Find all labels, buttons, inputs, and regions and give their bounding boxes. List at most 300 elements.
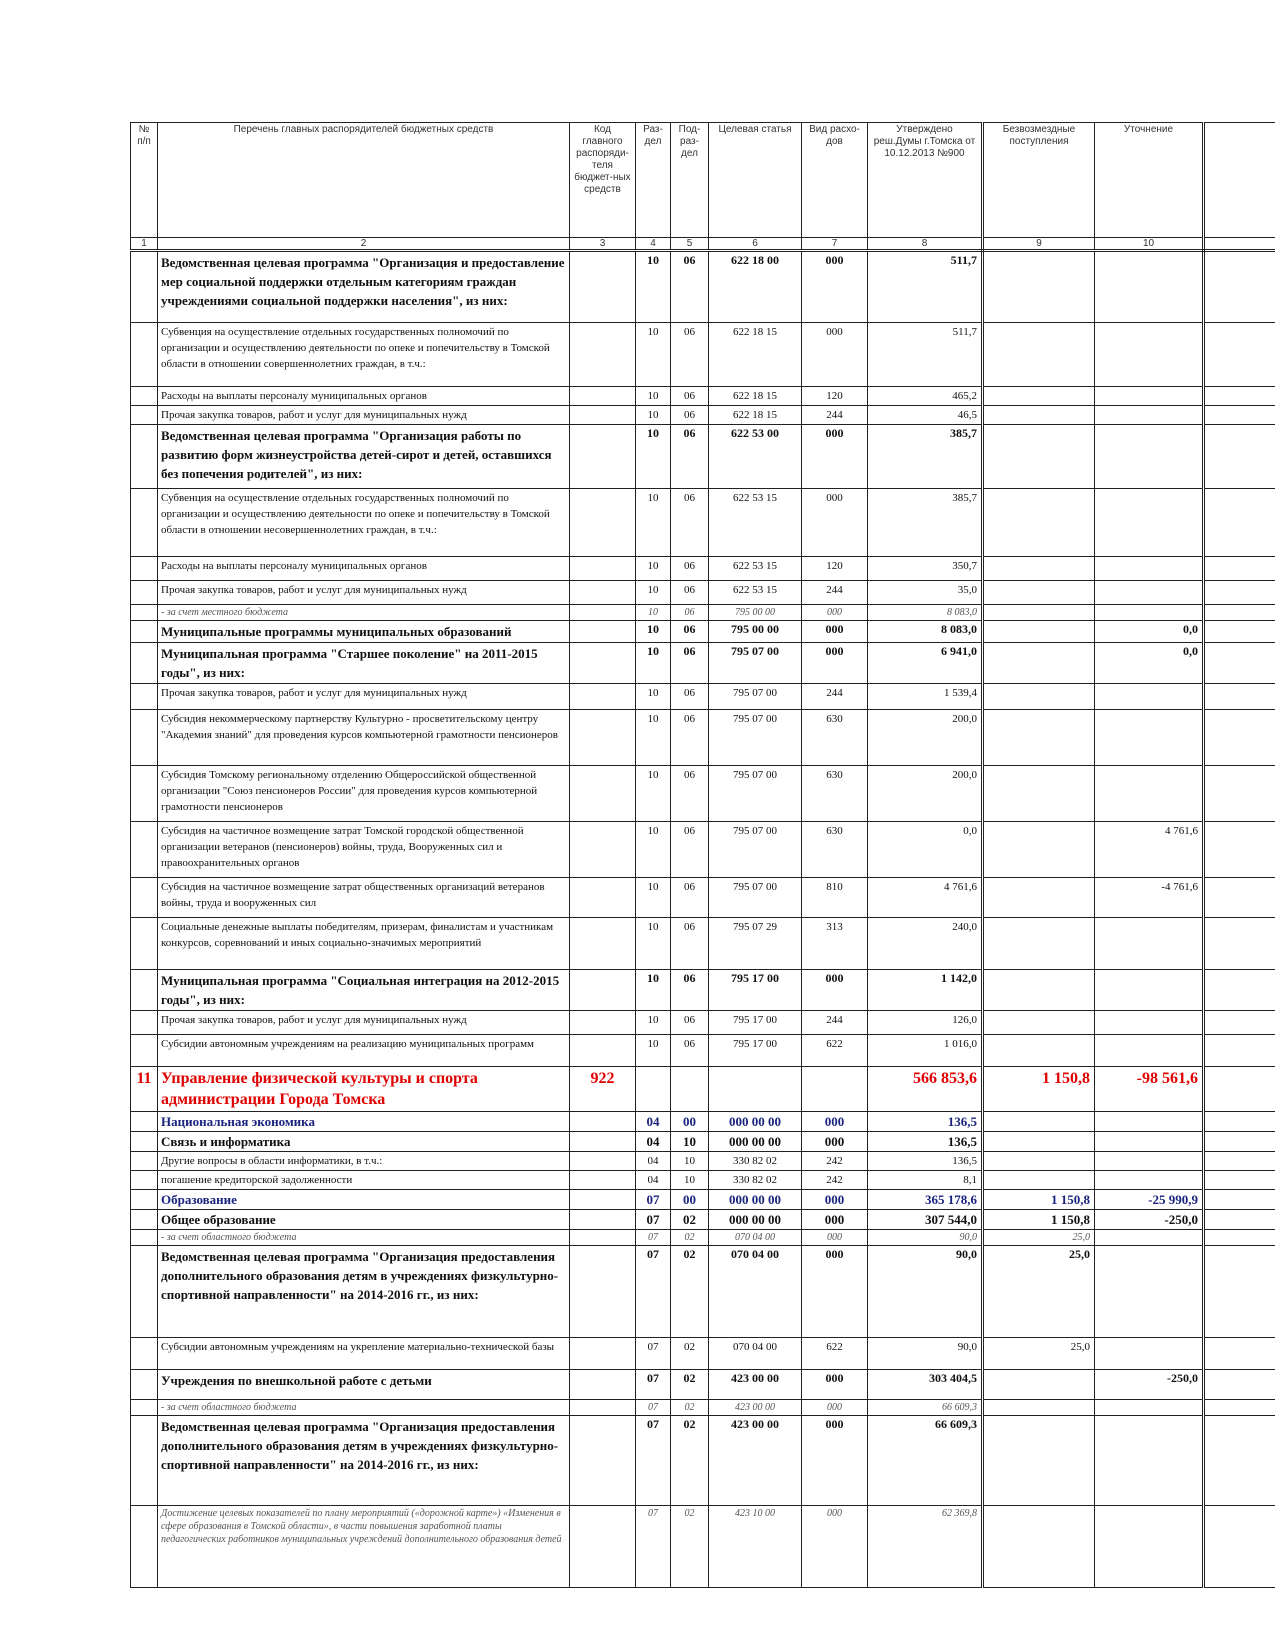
row-name: Субсидия Томскому региональному отделению Общероссийской общественной организации "Союз пенсионеров России" для проведения курсов компьютерной грамотности пенсионеров: [158, 766, 570, 822]
row-name: Ведомственная целевая программа "Организация работы по развитию форм жизнеустройства детей-сирот и детей, оставшихся без попечения родителей", из них:: [158, 425, 570, 489]
row-extra-cell: [1204, 1171, 1275, 1190]
row-number: [131, 1035, 158, 1067]
row-number: [131, 1190, 158, 1210]
row-name: Расходы на выплаты персоналу муниципальных органов: [158, 387, 570, 406]
row-razdel: 10: [636, 323, 671, 387]
row-name: Учреждения по внешкольной работе с детьми: [158, 1370, 570, 1400]
row-approved-amount: 1 142,0: [868, 970, 983, 1011]
row-approved-amount: 8 083,0: [868, 605, 983, 621]
row-razdel: 04: [636, 1171, 671, 1190]
row-approved-amount: 385,7: [868, 425, 983, 489]
row-approved-amount: 8 083,0: [868, 621, 983, 643]
row-razdel: 10: [636, 1011, 671, 1035]
row-approved-amount: 126,0: [868, 1011, 983, 1035]
row-approved-amount: 365 178,6: [868, 1190, 983, 1210]
row-expense-type: 244: [802, 406, 868, 425]
row-podrazdel: 06: [671, 621, 709, 643]
row-razdel: 10: [636, 557, 671, 581]
row-razdel: 07: [636, 1416, 671, 1506]
table-row: [131, 1210, 1275, 1230]
table-row: [131, 1338, 1275, 1370]
header-number: 2: [158, 238, 570, 251]
row-extra-cell: [1204, 323, 1275, 387]
row-name: Муниципальные программы муниципальных образований: [158, 621, 570, 643]
row-podrazdel: 02: [671, 1338, 709, 1370]
row-expense-type: 000: [802, 605, 868, 621]
row-extra-cell: [1204, 1152, 1275, 1171]
row-name: Субсидии автономным учреждениям на реализацию муниципальных программ: [158, 1035, 570, 1067]
row-name: Прочая закупка товаров, работ и услуг для муниципальных нужд: [158, 684, 570, 710]
row-number: [131, 1230, 158, 1246]
table-row: [131, 643, 1275, 684]
table-row: [131, 605, 1275, 621]
row-target-article: 795 07 29: [709, 918, 802, 970]
row-target-article: 795 07 00: [709, 710, 802, 766]
table-row: [131, 1011, 1275, 1035]
row-number: [131, 1400, 158, 1416]
row-podrazdel: 02: [671, 1230, 709, 1246]
row-extra-cell: [1204, 1370, 1275, 1400]
header-extra: [1204, 123, 1275, 238]
row-number: [131, 489, 158, 557]
row-number: [131, 710, 158, 766]
row-adjustment: [1095, 1246, 1204, 1338]
row-razdel: 07: [636, 1370, 671, 1400]
row-grants: [983, 878, 1095, 918]
row-target-article: 622 18 15: [709, 406, 802, 425]
row-podrazdel: 06: [671, 643, 709, 684]
row-podrazdel: 06: [671, 425, 709, 489]
row-expense-type: 622: [802, 1338, 868, 1370]
row-approved-amount: 136,5: [868, 1112, 983, 1132]
row-podrazdel: 02: [671, 1506, 709, 1588]
row-expense-type: 242: [802, 1152, 868, 1171]
row-code: [570, 1246, 636, 1338]
row-razdel: 10: [636, 605, 671, 621]
table-row: [131, 1190, 1275, 1210]
row-code: [570, 1152, 636, 1171]
row-adjustment: [1095, 1416, 1204, 1506]
row-razdel: 10: [636, 621, 671, 643]
row-podrazdel: 06: [671, 489, 709, 557]
row-grants: [983, 1132, 1095, 1152]
row-expense-type: 000: [802, 1400, 868, 1416]
row-podrazdel: 02: [671, 1246, 709, 1338]
row-name: Субсидия на частичное возмещение затрат общественных организаций ветеранов войны, труда и вооруженных сил: [158, 878, 570, 918]
row-target-article: 423 00 00: [709, 1416, 802, 1506]
row-name: Ведомственная целевая программа "Организация и предоставление мер социальной поддержки отдельным категориям граждан учреждениями социальной поддержки населения", из них:: [158, 251, 570, 323]
table-row: [131, 1132, 1275, 1152]
row-expense-type: 000: [802, 1132, 868, 1152]
row-extra-cell: [1204, 605, 1275, 621]
row-podrazdel: 06: [671, 251, 709, 323]
row-razdel: 10: [636, 766, 671, 822]
row-name: Образование: [158, 1190, 570, 1210]
row-grants: 25,0: [983, 1230, 1095, 1246]
row-code: [570, 581, 636, 605]
row-name: погашение кредиторской задолженности: [158, 1171, 570, 1190]
row-extra-cell: [1204, 918, 1275, 970]
row-extra-cell: [1204, 621, 1275, 643]
row-adjustment: [1095, 1506, 1204, 1588]
row-approved-amount: 511,7: [868, 323, 983, 387]
row-number: [131, 425, 158, 489]
row-target-article: 000 00 00: [709, 1112, 802, 1132]
row-number: [131, 557, 158, 581]
row-podrazdel: 06: [671, 918, 709, 970]
row-approved-amount: 511,7: [868, 251, 983, 323]
row-number: [131, 581, 158, 605]
row-expense-type: 630: [802, 822, 868, 878]
row-code: [570, 766, 636, 822]
table-row: [131, 425, 1275, 489]
row-razdel: 07: [636, 1230, 671, 1246]
row-extra-cell: [1204, 1416, 1275, 1506]
row-name: Социальные денежные выплаты победителям, призерам, финалистам и участникам конкурсов, соревнований и иных социально-значимых мероприятий: [158, 918, 570, 970]
row-name: Расходы на выплаты персоналу муниципальных органов: [158, 557, 570, 581]
row-podrazdel: 06: [671, 710, 709, 766]
header-grants: Безвозмездные поступления: [983, 123, 1095, 238]
row-adjustment: [1095, 1112, 1204, 1132]
row-podrazdel: 00: [671, 1112, 709, 1132]
row-expense-type: 244: [802, 581, 868, 605]
row-code: 922: [570, 1067, 636, 1112]
row-target-article: 795 07 00: [709, 684, 802, 710]
row-extra-cell: [1204, 643, 1275, 684]
row-podrazdel: 06: [671, 581, 709, 605]
row-code: [570, 425, 636, 489]
row-grants: [983, 387, 1095, 406]
header-expense-type: Вид расхо-дов: [802, 123, 868, 238]
row-target-article: 622 53 15: [709, 489, 802, 557]
row-number: [131, 251, 158, 323]
row-razdel: 07: [636, 1400, 671, 1416]
row-target-article: 070 04 00: [709, 1338, 802, 1370]
table-row: [131, 1152, 1275, 1171]
row-code: [570, 1338, 636, 1370]
row-razdel: 10: [636, 425, 671, 489]
row-name: Достижение целевых показателей по плану мероприятий («дорожной карте») «Изменения в сфере образования в Томской области», в части повышения заработной платы педагогических работников муниципальных учреждений дополнительного образования детей: [158, 1506, 570, 1588]
row-adjustment: -250,0: [1095, 1210, 1204, 1230]
row-extra-cell: [1204, 1400, 1275, 1416]
row-expense-type: 622: [802, 1035, 868, 1067]
row-code: [570, 1400, 636, 1416]
budget-table-body: [131, 251, 1275, 1588]
row-extra-cell: [1204, 878, 1275, 918]
table-row: [131, 1506, 1275, 1588]
row-razdel: 10: [636, 251, 671, 323]
row-target-article: 622 18 15: [709, 387, 802, 406]
row-name: Прочая закупка товаров, работ и услуг для муниципальных нужд: [158, 1011, 570, 1035]
row-code: [570, 489, 636, 557]
row-expense-type: 000: [802, 425, 868, 489]
row-expense-type: 244: [802, 684, 868, 710]
row-adjustment: [1095, 1338, 1204, 1370]
row-code: [570, 1132, 636, 1152]
row-name: Общее образование: [158, 1210, 570, 1230]
row-expense-type: 000: [802, 323, 868, 387]
table-row: [131, 1230, 1275, 1246]
table-row: [131, 684, 1275, 710]
row-name: Субвенция на осуществление отдельных государственных полномочий по организации и осуществлению деятельности по опеке и попечительству в Томской области в отношении совершеннолетних граждан, в т.ч.:: [158, 323, 570, 387]
table-row: [131, 766, 1275, 822]
row-expense-type: 244: [802, 1011, 868, 1035]
table-row: [131, 1171, 1275, 1190]
row-number: [131, 1210, 158, 1230]
row-podrazdel: 06: [671, 605, 709, 621]
budget-table: [130, 122, 1275, 1588]
row-approved-amount: 465,2: [868, 387, 983, 406]
row-code: [570, 605, 636, 621]
table-row: [131, 251, 1275, 323]
row-adjustment: [1095, 581, 1204, 605]
row-podrazdel: 10: [671, 1171, 709, 1190]
row-approved-amount: 46,5: [868, 406, 983, 425]
row-podrazdel: 02: [671, 1416, 709, 1506]
row-extra-cell: [1204, 489, 1275, 557]
row-adjustment: [1095, 425, 1204, 489]
row-number: [131, 406, 158, 425]
row-name: Ведомственная целевая программа "Организация предоставления дополнительного образования детям в учреждениях физкультурно-спортивной направленности" на 2014-2016 гг., из них:: [158, 1416, 570, 1506]
header-row: [131, 123, 1275, 238]
row-adjustment: [1095, 323, 1204, 387]
row-grants: [983, 643, 1095, 684]
header-numbers-row: [131, 238, 1275, 251]
row-razdel: 10: [636, 684, 671, 710]
row-number: [131, 323, 158, 387]
row-grants: 25,0: [983, 1246, 1095, 1338]
header-code: Код главного распоряди-теля бюджет-ных средств: [570, 123, 636, 238]
row-podrazdel: 06: [671, 1011, 709, 1035]
row-extra-cell: [1204, 406, 1275, 425]
row-adjustment: 0,0: [1095, 643, 1204, 684]
row-target-article: 423 10 00: [709, 1506, 802, 1588]
row-code: [570, 406, 636, 425]
row-grants: [983, 489, 1095, 557]
row-adjustment: [1095, 1171, 1204, 1190]
row-podrazdel: 06: [671, 878, 709, 918]
row-expense-type: 000: [802, 1506, 868, 1588]
row-extra-cell: [1204, 425, 1275, 489]
row-number: [131, 684, 158, 710]
row-razdel: 07: [636, 1190, 671, 1210]
row-grants: [983, 406, 1095, 425]
row-adjustment: [1095, 406, 1204, 425]
table-row: [131, 822, 1275, 878]
row-adjustment: [1095, 918, 1204, 970]
row-extra-cell: [1204, 251, 1275, 323]
row-extra-cell: [1204, 581, 1275, 605]
row-approved-amount: 240,0: [868, 918, 983, 970]
row-podrazdel: 06: [671, 1035, 709, 1067]
row-razdel: 10: [636, 878, 671, 918]
row-approved-amount: 307 544,0: [868, 1210, 983, 1230]
table-row: [131, 970, 1275, 1011]
row-podrazdel: 06: [671, 766, 709, 822]
row-target-article: 795 00 00: [709, 621, 802, 643]
row-code: [570, 1112, 636, 1132]
header-podrazdel: Под-раз-дел: [671, 123, 709, 238]
row-adjustment: [1095, 766, 1204, 822]
header-name: Перечень главных распорядителей бюджетных средств: [158, 123, 570, 238]
row-extra-cell: [1204, 1067, 1275, 1112]
row-grants: 1 150,8: [983, 1190, 1095, 1210]
table-row: [131, 1370, 1275, 1400]
row-grants: [983, 425, 1095, 489]
row-number: [131, 643, 158, 684]
row-number: [131, 970, 158, 1011]
row-razdel: 07: [636, 1506, 671, 1588]
row-target-article: 622 18 15: [709, 323, 802, 387]
header-num: № п/п: [131, 123, 158, 238]
row-name: Субсидия некоммерческому партнерству Культурно - просветительскому центру "Академия знаний" для проведения курсов компьютерной грамотности пенсионеров: [158, 710, 570, 766]
row-grants: [983, 251, 1095, 323]
row-code: [570, 1035, 636, 1067]
header-target: Целевая статья: [709, 123, 802, 238]
header-number: 10: [1095, 238, 1204, 251]
row-target-article: 330 82 02: [709, 1171, 802, 1190]
table-row: [131, 557, 1275, 581]
row-code: [570, 557, 636, 581]
row-extra-cell: [1204, 1230, 1275, 1246]
row-target-article: 000 00 00: [709, 1190, 802, 1210]
row-approved-amount: 136,5: [868, 1152, 983, 1171]
row-approved-amount: 200,0: [868, 710, 983, 766]
row-podrazdel: 06: [671, 970, 709, 1011]
row-expense-type: 630: [802, 710, 868, 766]
row-grants: 1 150,8: [983, 1210, 1095, 1230]
row-code: [570, 1506, 636, 1588]
row-razdel: 04: [636, 1132, 671, 1152]
row-grants: [983, 621, 1095, 643]
row-expense-type: 810: [802, 878, 868, 918]
row-grants: [983, 766, 1095, 822]
header-number: 6: [709, 238, 802, 251]
budget-table-sheet: [130, 122, 1275, 1588]
row-code: [570, 251, 636, 323]
row-adjustment: [1095, 1035, 1204, 1067]
row-razdel: 10: [636, 489, 671, 557]
row-target-article: 622 53 00: [709, 425, 802, 489]
row-grants: [983, 605, 1095, 621]
row-podrazdel: 10: [671, 1152, 709, 1171]
row-grants: [983, 710, 1095, 766]
row-expense-type: 000: [802, 1246, 868, 1338]
row-razdel: 07: [636, 1210, 671, 1230]
row-code: [570, 1210, 636, 1230]
table-row: [131, 1400, 1275, 1416]
row-name: Национальная экономика: [158, 1112, 570, 1132]
row-podrazdel: 06: [671, 387, 709, 406]
row-grants: [983, 970, 1095, 1011]
row-approved-amount: 350,7: [868, 557, 983, 581]
row-number: [131, 1416, 158, 1506]
table-row: [131, 1416, 1275, 1506]
row-adjustment: [1095, 251, 1204, 323]
header-number-extra: [1204, 238, 1275, 251]
row-razdel: [636, 1067, 671, 1112]
row-grants: [983, 1370, 1095, 1400]
table-row: [131, 1112, 1275, 1132]
row-expense-type: 000: [802, 970, 868, 1011]
row-extra-cell: [1204, 1132, 1275, 1152]
row-approved-amount: 385,7: [868, 489, 983, 557]
table-row: [131, 489, 1275, 557]
row-adjustment: 4 761,6: [1095, 822, 1204, 878]
row-grants: [983, 918, 1095, 970]
row-target-article: 622 18 00: [709, 251, 802, 323]
row-target-article: 000 00 00: [709, 1210, 802, 1230]
header-number: 8: [868, 238, 983, 251]
row-extra-cell: [1204, 970, 1275, 1011]
row-podrazdel: 06: [671, 557, 709, 581]
row-razdel: 07: [636, 1338, 671, 1370]
row-extra-cell: [1204, 710, 1275, 766]
row-number: [131, 1152, 158, 1171]
row-code: [570, 918, 636, 970]
row-number: [131, 1370, 158, 1400]
row-code: [570, 1416, 636, 1506]
row-extra-cell: [1204, 766, 1275, 822]
row-expense-type: 000: [802, 1190, 868, 1210]
row-approved-amount: 1 539,4: [868, 684, 983, 710]
row-expense-type: 000: [802, 1210, 868, 1230]
row-grants: [983, 323, 1095, 387]
row-number: [131, 1132, 158, 1152]
row-extra-cell: [1204, 387, 1275, 406]
table-row: [131, 387, 1275, 406]
row-code: [570, 970, 636, 1011]
row-expense-type: 000: [802, 1230, 868, 1246]
row-podrazdel: [671, 1067, 709, 1112]
row-code: [570, 878, 636, 918]
row-approved-amount: 90,0: [868, 1230, 983, 1246]
row-expense-type: 630: [802, 766, 868, 822]
row-razdel: 10: [636, 918, 671, 970]
row-name: Субсидии автономным учреждениям на укрепление материально-технической базы: [158, 1338, 570, 1370]
row-extra-cell: [1204, 1035, 1275, 1067]
row-target-article: 070 04 00: [709, 1230, 802, 1246]
table-row: [131, 878, 1275, 918]
row-approved-amount: 200,0: [868, 766, 983, 822]
row-name: - за счет местного бюджета: [158, 605, 570, 621]
row-number: [131, 1246, 158, 1338]
row-target-article: 795 07 00: [709, 878, 802, 918]
row-adjustment: [1095, 387, 1204, 406]
row-name: Ведомственная целевая программа "Организация предоставления дополнительного образования детям в учреждениях физкультурно-спортивной направленности" на 2014-2016 гг., из них:: [158, 1246, 570, 1338]
row-adjustment: [1095, 1400, 1204, 1416]
row-code: [570, 1171, 636, 1190]
row-expense-type: 242: [802, 1171, 868, 1190]
row-number: [131, 1506, 158, 1588]
row-approved-amount: 35,0: [868, 581, 983, 605]
row-target-article: 795 17 00: [709, 970, 802, 1011]
header-razdel: Раз-дел: [636, 123, 671, 238]
table-row: [131, 1067, 1275, 1112]
row-code: [570, 1230, 636, 1246]
header-approved: Утверждено реш.Думы г.Томска от 10.12.2013 №900: [868, 123, 983, 238]
header-number: 5: [671, 238, 709, 251]
row-approved-amount: 66 609,3: [868, 1416, 983, 1506]
row-grants: 25,0: [983, 1338, 1095, 1370]
row-number: [131, 1338, 158, 1370]
row-podrazdel: 02: [671, 1370, 709, 1400]
row-grants: [983, 1506, 1095, 1588]
row-expense-type: 120: [802, 557, 868, 581]
row-target-article: 622 53 15: [709, 557, 802, 581]
row-expense-type: 000: [802, 1370, 868, 1400]
row-grants: [983, 1416, 1095, 1506]
